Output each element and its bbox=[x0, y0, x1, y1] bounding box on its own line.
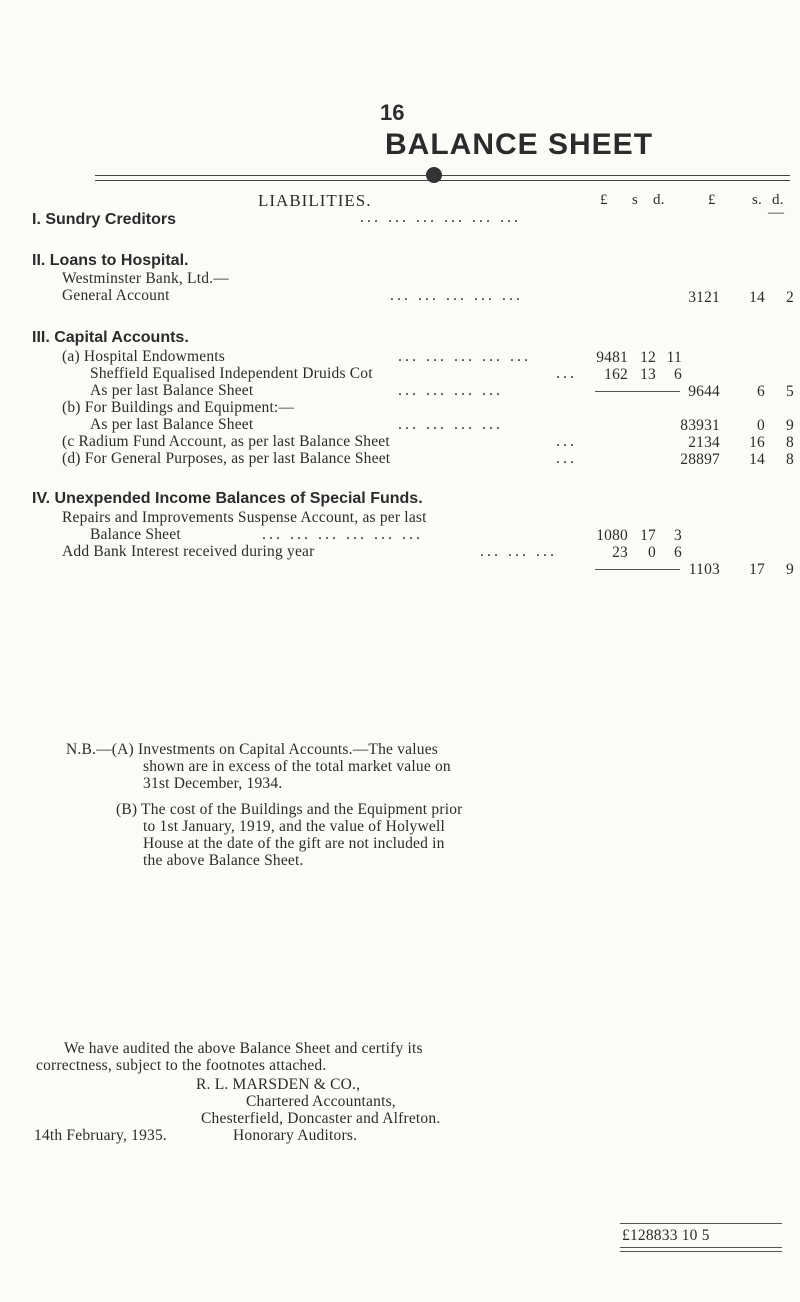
total-rule-top bbox=[620, 1223, 782, 1224]
note-b-line-3: House at the date of the gift are not included in bbox=[143, 835, 445, 852]
note-b-line-2: to 1st January, 1919, and the value of Holywell bbox=[143, 818, 445, 835]
dots: ... ... ... ... ... ... bbox=[360, 209, 521, 226]
page-title: BALANCE SHEET bbox=[385, 128, 654, 161]
section-loans-title: II. Loans to Hospital. bbox=[32, 252, 189, 269]
capital-aslast-label: As per last Balance Sheet bbox=[90, 382, 254, 399]
unexpended-total-pounds: 1103 bbox=[688, 561, 720, 578]
unexpended-line-3: Add Bank Interest received during year bbox=[62, 543, 315, 560]
dots: ... ... ... ... bbox=[398, 382, 503, 399]
liabilities-heading: LIABILITIES. bbox=[258, 191, 372, 210]
loans-line-2: General Account bbox=[62, 287, 170, 304]
audit-line-2: correctness, subject to the footnotes attached. bbox=[36, 1057, 327, 1074]
unexpended-line3-pounds: 23 bbox=[612, 544, 628, 561]
note-a-line-1: N.B.—(A) Investments on Capital Accounts.—The values bbox=[66, 741, 439, 758]
unexpended-line-1: Repairs and Improvements Suspense Account, as per last bbox=[62, 509, 427, 526]
capital-b-pence: 9 bbox=[786, 417, 794, 434]
capital-sheffield-shillings: 13 bbox=[640, 366, 656, 383]
capital-a-label: (a) Hospital Endowments bbox=[62, 348, 226, 365]
subtotal-rule bbox=[595, 569, 680, 570]
capital-c-pence: 8 bbox=[786, 434, 794, 451]
auditor-firm: R. L. MARSDEN & CO., bbox=[196, 1076, 361, 1093]
section-capital-accounts-title: III. Capital Accounts. bbox=[32, 329, 189, 346]
subtotal-rule bbox=[595, 391, 680, 392]
capital-b-shillings: 0 bbox=[757, 417, 765, 434]
section-unexpended-title: IV. Unexpended Income Balances of Special Funds. bbox=[32, 490, 423, 507]
loans-shillings: 14 bbox=[749, 289, 765, 306]
capital-c-shillings: 16 bbox=[749, 434, 765, 451]
dots: ... ... ... ... ... bbox=[390, 287, 523, 304]
dots: ... ... ... ... ... bbox=[398, 348, 531, 365]
capital-d-shillings: 14 bbox=[749, 451, 765, 468]
title-rule-top bbox=[95, 175, 790, 176]
unexpended-line3-shillings: 0 bbox=[648, 544, 656, 561]
total-rule-bottom-2 bbox=[620, 1251, 782, 1252]
capital-b-label: (b) For Buildings and Equipment:— bbox=[62, 399, 295, 416]
dots: ... bbox=[556, 450, 577, 467]
dots: ... ... ... ... ... ... bbox=[262, 526, 423, 543]
page-number: 16 bbox=[380, 100, 405, 125]
capital-aslast-pounds: 9644 bbox=[688, 383, 720, 400]
loans-pence: 2 bbox=[786, 289, 794, 306]
col-shillings-right: s. bbox=[752, 192, 762, 208]
grand-total: £128833 10 5 bbox=[622, 1227, 710, 1244]
note-a-line-2: shown are in excess of the total market value on bbox=[143, 758, 451, 775]
note-b-line-4: the above Balance Sheet. bbox=[143, 852, 304, 869]
capital-aslast-pence: 5 bbox=[786, 383, 794, 400]
unexpended-total-shillings: 17 bbox=[749, 561, 765, 578]
col-pence-left: d. bbox=[653, 192, 665, 208]
auditor-location: Chesterfield, Doncaster and Alfreton. bbox=[201, 1110, 441, 1127]
audit-date: 14th February, 1935. bbox=[34, 1127, 168, 1144]
capital-sheffield-label: Sheffield Equalised Independent Druids Cot bbox=[90, 365, 373, 382]
capital-a-shillings: 12 bbox=[640, 349, 656, 366]
title-rule-bottom bbox=[95, 180, 790, 181]
unexpended-line2-pounds: 1080 bbox=[596, 527, 628, 544]
unexpended-line2-shillings: 17 bbox=[640, 527, 656, 544]
capital-c-pounds: 2134 bbox=[688, 434, 720, 451]
dots: ... bbox=[556, 365, 577, 382]
dots: ... ... ... ... bbox=[398, 416, 503, 433]
capital-b-sub-label: As per last Balance Sheet bbox=[90, 416, 254, 433]
audit-line-1: We have audited the above Balance Sheet and certify its bbox=[64, 1040, 423, 1057]
capital-d-label: (d) For General Purposes, as per last Balance Sheet bbox=[62, 450, 391, 467]
note-b-line-1: (B) The cost of the Buildings and the Equipment prior bbox=[116, 801, 463, 818]
col-pounds-left: £ bbox=[600, 192, 608, 208]
section-sundry-creditors-title: I. Sundry Creditors bbox=[32, 211, 177, 228]
capital-a-pounds: 9481 bbox=[596, 349, 628, 366]
auditor-role: Chartered Accountants, bbox=[246, 1093, 396, 1110]
loans-line-1: Westminster Bank, Ltd.— bbox=[62, 270, 229, 287]
col-pence-right: d. bbox=[772, 192, 784, 208]
dots: ... ... ... bbox=[480, 543, 557, 560]
col-pounds-right: £ bbox=[708, 192, 716, 208]
capital-d-pence: 8 bbox=[786, 451, 794, 468]
loans-pounds: 3121 bbox=[688, 289, 720, 306]
capital-c-label: (c Radium Fund Account, as per last Balance Sheet bbox=[62, 433, 390, 450]
unexpended-line-2: Balance Sheet bbox=[90, 526, 181, 543]
sundry-creditors-value: — bbox=[768, 204, 785, 221]
capital-b-pounds: 83931 bbox=[680, 417, 720, 434]
total-rule-bottom-1 bbox=[620, 1247, 782, 1248]
unexpended-line3-pence: 6 bbox=[674, 544, 682, 561]
col-shillings-left: s bbox=[632, 192, 639, 208]
capital-d-pounds: 28897 bbox=[680, 451, 720, 468]
auditor-title: Honorary Auditors. bbox=[233, 1127, 358, 1144]
unexpended-line2-pence: 3 bbox=[674, 527, 682, 544]
capital-aslast-shillings: 6 bbox=[757, 383, 765, 400]
capital-sheffield-pence: 6 bbox=[674, 366, 682, 383]
ornament-icon bbox=[426, 167, 442, 183]
dots: ... bbox=[556, 433, 577, 450]
capital-a-pence: 11 bbox=[666, 349, 682, 366]
capital-sheffield-pounds: 162 bbox=[604, 366, 628, 383]
unexpended-total-pence: 9 bbox=[786, 561, 794, 578]
note-a-line-3: 31st December, 1934. bbox=[143, 775, 283, 792]
